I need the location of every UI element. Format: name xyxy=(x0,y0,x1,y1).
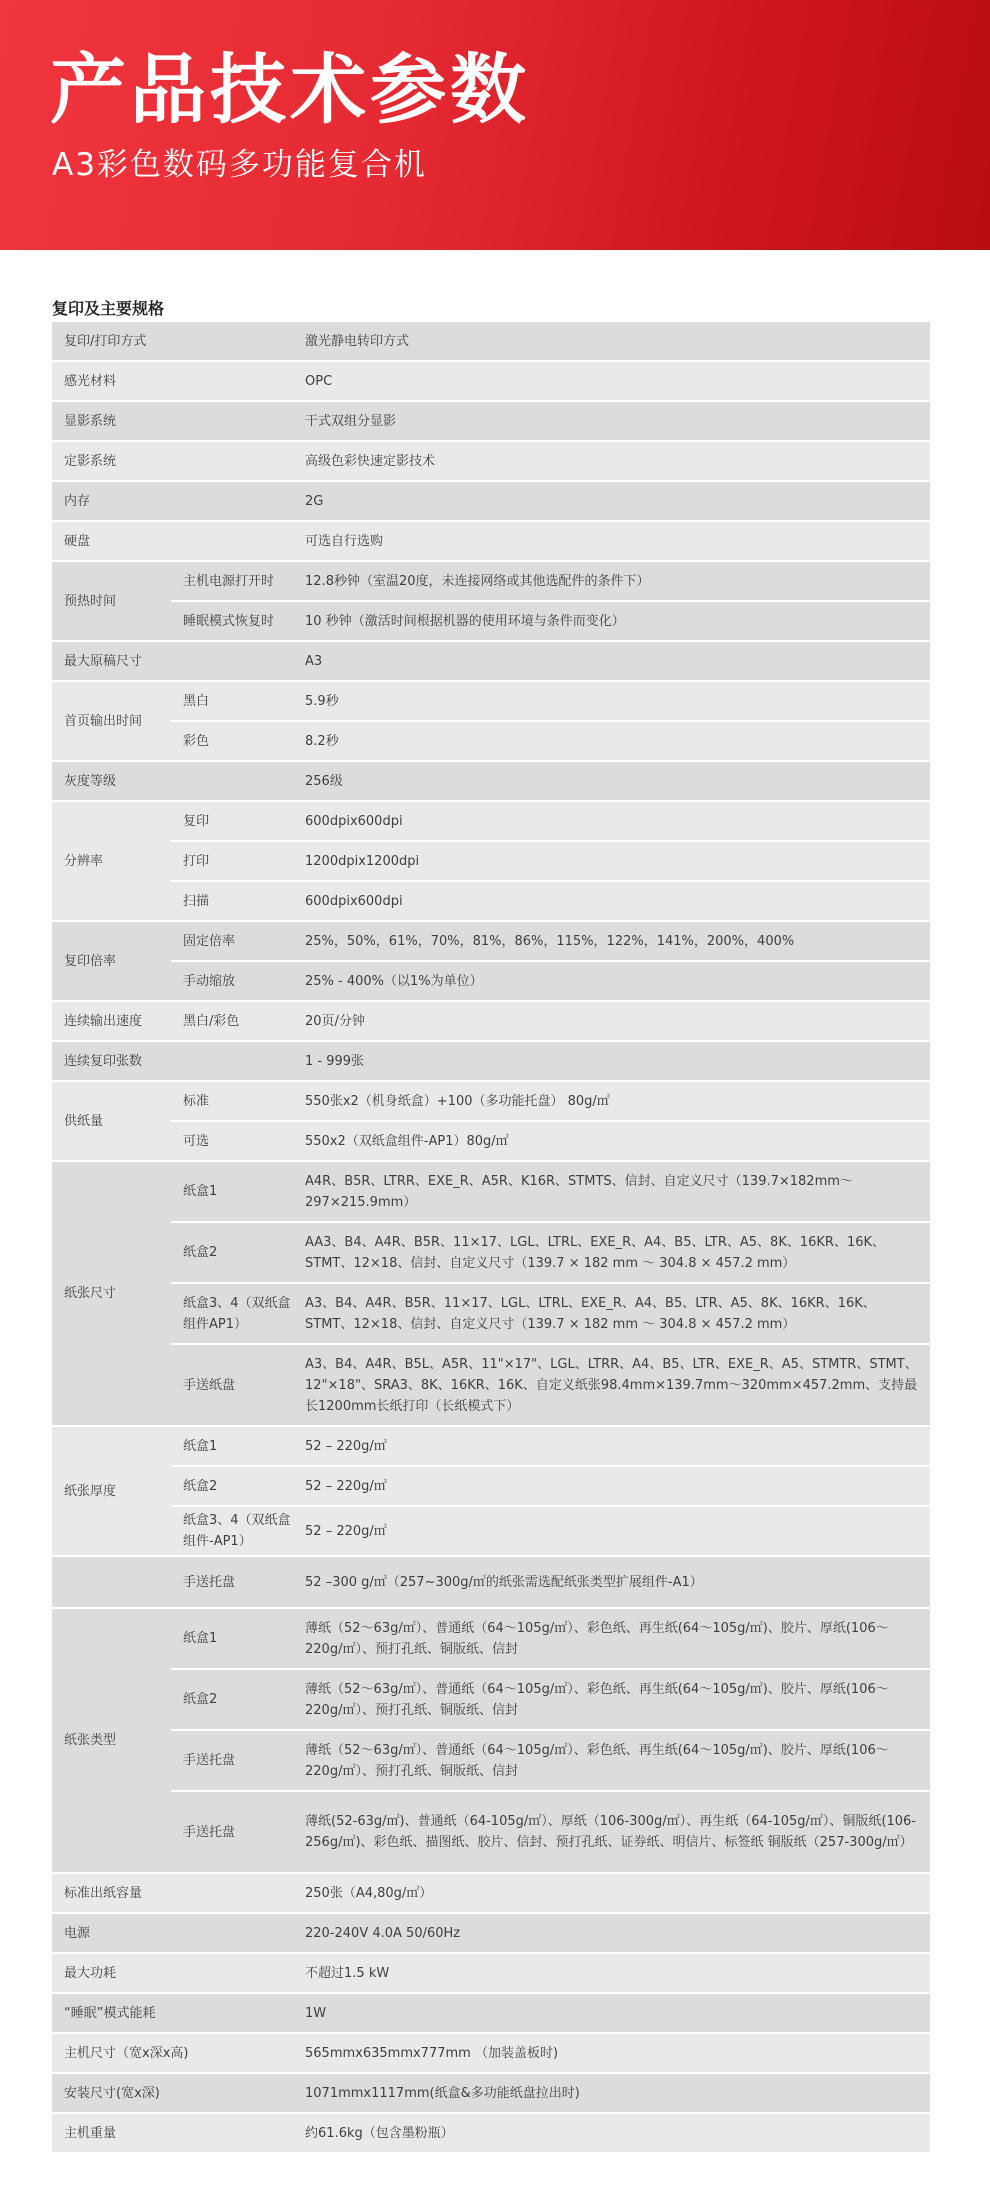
spec-value: 52 –300 g/㎡（257~300g/㎡的纸张需选配纸张类型扩展组件-A1） xyxy=(292,1557,930,1607)
spec-label: 首页输出时间 xyxy=(52,682,171,760)
spec-value: 干式双组分显影 xyxy=(292,402,930,440)
spec-label: “睡眠”模式能耗 xyxy=(52,1994,292,2032)
spec-row xyxy=(52,762,930,800)
page-title: 产品技术参数 xyxy=(50,45,530,134)
spec-row xyxy=(52,1792,930,1872)
spec-label: 显影系统 xyxy=(52,402,292,440)
spec-label: 纸张尺寸 xyxy=(52,1162,171,1425)
spec-row xyxy=(52,322,930,360)
spec-row xyxy=(52,1223,930,1282)
spec-row xyxy=(52,1874,930,1912)
spec-row xyxy=(52,2074,930,2112)
spec-label: 预热时间 xyxy=(52,562,171,640)
spec-label: 供纸量 xyxy=(52,1082,171,1160)
spec-value: 600dpix600dpi xyxy=(292,802,930,840)
spec-value: 25% - 400%（以1%为单位） xyxy=(292,962,930,1000)
spec-sublabel: 纸盒3、4（双纸盒组件-AP1） xyxy=(171,1507,292,1555)
spec-row xyxy=(52,1954,930,1992)
spec-label: 灰度等级 xyxy=(52,762,292,800)
spec-value: A3 xyxy=(292,642,930,680)
spec-label-empty xyxy=(52,1557,171,1607)
spec-sublabel: 纸盒2 xyxy=(171,1670,292,1729)
spec-label: 连续复印张数 xyxy=(52,1042,292,1080)
spec-sublabel: 固定倍率 xyxy=(171,922,292,960)
spec-value: 10 秒钟（激活时间根据机器的使用环境与条件而变化） xyxy=(292,602,930,640)
spec-row xyxy=(52,1284,930,1343)
spec-value: 25%，50%，61%，70%，81%，86%，115%，122%，141%，200%，400% xyxy=(292,922,930,960)
spec-sublabel: 手送纸盘 xyxy=(171,1345,292,1425)
spec-row xyxy=(52,362,930,400)
spec-row xyxy=(52,962,930,1000)
spec-sublabel: 主机电源打开时 xyxy=(171,562,292,600)
spec-sublabel: 纸盒2 xyxy=(171,1223,292,1282)
spec-sublabel: 手送托盘 xyxy=(171,1557,292,1607)
spec-row xyxy=(52,402,930,440)
spec-row xyxy=(52,1345,930,1425)
spec-value: 薄纸（52～63g/㎡）、普通纸（64～105g/㎡）、彩色纸、再生纸(64～105g/㎡)、胶片、厚纸(106～220g/㎡）、预打孔纸、铜版纸、信封 xyxy=(292,1670,930,1729)
spec-sublabel: 纸盒3、4（双纸盒组件AP1） xyxy=(171,1284,292,1343)
spec-sublabel: 纸盒1 xyxy=(171,1609,292,1668)
spec-row xyxy=(52,882,930,920)
section-title: 复印及主要规格 xyxy=(52,299,165,318)
spec-label: 硬盘 xyxy=(52,522,292,560)
spec-label: 感光材料 xyxy=(52,362,292,400)
spec-row xyxy=(52,602,930,640)
spec-value: 220-240V 4.0A 50/60Hz xyxy=(292,1914,930,1952)
spec-sublabel: 手动缩放 xyxy=(171,962,292,1000)
spec-value: 5.9秒 xyxy=(292,682,930,720)
spec-row xyxy=(52,682,930,720)
spec-value: 600dpix600dpi xyxy=(292,882,930,920)
spec-value: 1200dpix1200dpi xyxy=(292,842,930,880)
spec-label: 最大原稿尺寸 xyxy=(52,642,292,680)
spec-sublabel: 手送托盘 xyxy=(171,1731,292,1790)
spec-sublabel: 纸盒2 xyxy=(171,1467,292,1505)
spec-label: 主机重量 xyxy=(52,2114,292,2152)
spec-sublabel: 睡眠模式恢复时 xyxy=(171,602,292,640)
spec-table xyxy=(52,320,930,2154)
spec-row xyxy=(52,482,930,520)
spec-value: 20页/分钟 xyxy=(292,1002,930,1040)
spec-value: 52 – 220g/㎡ xyxy=(292,1507,930,1555)
spec-row xyxy=(52,922,930,960)
spec-label: 分辨率 xyxy=(52,802,171,920)
spec-row xyxy=(52,642,930,680)
spec-label: 复印倍率 xyxy=(52,922,171,1000)
spec-value: 52 – 220g/㎡ xyxy=(292,1467,930,1505)
spec-value: 1 - 999张 xyxy=(292,1042,930,1080)
spec-value: AA3、B4、A4R、B5R、11×17、LGL、LTRL、EXE_R、A4、B5、LTR、A5、8K、16KR、16K、STMT、12×18、信封、自定义尺寸（139.7 × 182 mm ～ 304.8 × 457.2 mm） xyxy=(292,1223,930,1282)
spec-value: 约61.6kg（包含墨粉瓶） xyxy=(292,2114,930,2152)
spec-value: A3、B4、A4R、B5R、11×17、LGL、LTRL、EXE_R、A4、B5、LTR、A5、8K、16KR、16K、STMT、12×18、信封、自定义尺寸（139.7 × 182 mm ～ 304.8 × 457.2 mm） xyxy=(292,1284,930,1343)
spec-sublabel: 纸盒1 xyxy=(171,1427,292,1465)
spec-sublabel: 黑白 xyxy=(171,682,292,720)
spec-label: 标准出纸容量 xyxy=(52,1874,292,1912)
spec-row xyxy=(52,1042,930,1080)
spec-label: 内存 xyxy=(52,482,292,520)
spec-value: 250张（A4,80g/㎡） xyxy=(292,1874,930,1912)
spec-row xyxy=(52,1609,930,1668)
spec-row xyxy=(52,1002,930,1040)
spec-value: OPC xyxy=(292,362,930,400)
spec-row xyxy=(52,1994,930,2032)
spec-sublabel: 复印 xyxy=(171,802,292,840)
spec-row xyxy=(52,1162,930,1221)
spec-value: 激光静电转印方式 xyxy=(292,322,930,360)
spec-row xyxy=(52,722,930,760)
spec-row xyxy=(52,802,930,840)
spec-row xyxy=(52,842,930,880)
spec-value: 550张x2（机身纸盒）+100（多功能托盘） 80g/㎡ xyxy=(292,1082,930,1120)
spec-row xyxy=(52,1557,930,1607)
spec-row xyxy=(52,1914,930,1952)
spec-row xyxy=(52,442,930,480)
spec-value: 8.2秒 xyxy=(292,722,930,760)
spec-value: A4R、B5R、LTRR、EXE_R、A5R、K16R、STMTS、信封、自定义尺寸（139.7×182mm～297×215.9mm） xyxy=(292,1162,930,1221)
spec-label: 纸张厚度 xyxy=(52,1427,171,1555)
spec-sublabel: 可选 xyxy=(171,1122,292,1160)
spec-value: 可选自行选购 xyxy=(292,522,930,560)
spec-sublabel: 手送托盘 xyxy=(171,1792,292,1872)
spec-row xyxy=(52,522,930,560)
spec-label: 定影系统 xyxy=(52,442,292,480)
spec-sublabel: 标准 xyxy=(171,1082,292,1120)
spec-value: 256级 xyxy=(292,762,930,800)
spec-label: 连续输出速度 xyxy=(52,1002,171,1040)
spec-row xyxy=(52,1670,930,1729)
spec-row xyxy=(52,1467,930,1505)
spec-row xyxy=(52,2034,930,2072)
spec-sublabel: 扫描 xyxy=(171,882,292,920)
spec-row xyxy=(52,1507,930,1555)
spec-value: A3、B4、A4R、B5L、A5R、11"×17"、LGL、LTRR、A4、B5、LTR、EXE_R、A5、STMTR、STMT、12"×18"、SRA3、8K、16KR、16K、自定义纸张98.4mm×139.7mm～320mm×457.2mm、支持最长1200mm长纸打印（长纸模式下） xyxy=(292,1345,930,1425)
spec-value: 1071mmx1117mm(纸盒&多功能纸盘拉出时) xyxy=(292,2074,930,2112)
spec-row xyxy=(52,1082,930,1120)
spec-row xyxy=(52,1731,930,1790)
spec-value: 高级色彩快速定影技术 xyxy=(292,442,930,480)
spec-sublabel: 彩色 xyxy=(171,722,292,760)
spec-label: 纸张类型 xyxy=(52,1609,171,1872)
spec-value: 不超过1.5 kW xyxy=(292,1954,930,1992)
spec-value: 550x2（双纸盒组件-AP1）80g/㎡ xyxy=(292,1122,930,1160)
spec-sublabel: 黑白/彩色 xyxy=(171,1002,292,1040)
spec-value: 565mmx635mmx777mm （加装盖板时) xyxy=(292,2034,930,2072)
header-banner xyxy=(0,0,990,250)
spec-value: 12.8秒钟（室温20度，未连接网络或其他选配件的条件下） xyxy=(292,562,930,600)
spec-sublabel: 纸盒1 xyxy=(171,1162,292,1221)
spec-label: 主机尺寸（宽x深x高) xyxy=(52,2034,292,2072)
spec-label: 最大功耗 xyxy=(52,1954,292,1992)
spec-row xyxy=(52,1427,930,1465)
spec-value: 薄纸（52～63g/㎡）、普通纸（64～105g/㎡）、彩色纸、再生纸(64～105g/㎡)、胶片、厚纸(106～220g/㎡）、预打孔纸、铜版纸、信封 xyxy=(292,1731,930,1790)
spec-label: 电源 xyxy=(52,1914,292,1952)
spec-label: 安装尺寸(宽x深) xyxy=(52,2074,292,2112)
spec-row xyxy=(52,562,930,600)
spec-label: 复印/打印方式 xyxy=(52,322,292,360)
spec-value: 2G xyxy=(292,482,930,520)
spec-value: 薄纸（52～63g/㎡）、普通纸（64～105g/㎡）、彩色纸、再生纸(64～105g/㎡)、胶片、厚纸(106～220g/㎡）、预打孔纸、铜版纸、信封 xyxy=(292,1609,930,1668)
spec-value: 薄纸(52-63g/㎡)、普通纸（64-105g/㎡）、厚纸（106-300g/㎡）、再生纸（64-105g/㎡）、铜版纸(106-256g/㎡)、彩色纸、描图纸、胶片、信封、预打孔纸、证券纸、明信片、标签纸 铜版纸（257-300g/㎡） xyxy=(292,1792,930,1872)
spec-row xyxy=(52,2114,930,2152)
page-subtitle: A3彩色数码多功能复合机 xyxy=(52,147,427,183)
spec-row xyxy=(52,1122,930,1160)
spec-value: 1W xyxy=(292,1994,930,2032)
spec-value: 52 – 220g/㎡ xyxy=(292,1427,930,1465)
spec-sublabel: 打印 xyxy=(171,842,292,880)
